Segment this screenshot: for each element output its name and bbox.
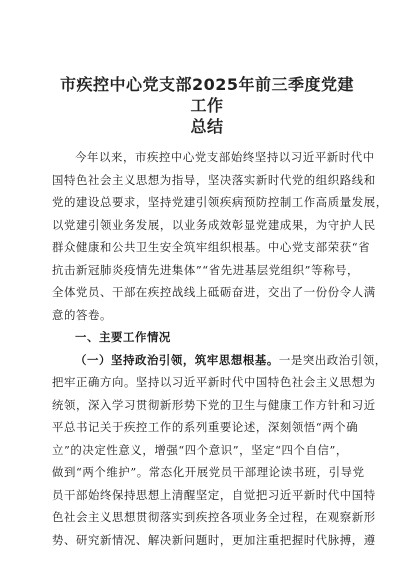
body-line: 员干部始终保持思想上清醒坚定，自觉把习近平新时代中国特	[52, 487, 376, 502]
intro-line: 以党建引领业务发展，以业务成效彰显党建成果，为守护人民	[52, 217, 376, 232]
body-line: 平总书记关于疾控工作的系列重要论述，深刻领悟“两个确	[52, 420, 359, 434]
document-title	[52, 74, 362, 137]
title-line-2: 总结	[190, 117, 224, 136]
title-line-1: 市疾控中心党支部2025年前三季度党建工作	[59, 75, 355, 115]
intro-line: 意的答卷。	[52, 307, 112, 322]
body-line: 色社会主义思想贯彻落实到疾控各项业务全过程，在观察新形	[52, 510, 376, 524]
sub-section-first-line	[52, 349, 387, 372]
body-line: 势、研究新情况、解决新问题时，更加注重把握时代脉搏，遵	[52, 532, 376, 547]
sub-section-first-text: 一是突出政治引领，	[278, 352, 387, 367]
intro-line: 今年以来，市疾控中心党支部始终坚持以习近平新时代中	[75, 150, 375, 164]
body-line: 做到“两个维护”。常态化开展党员干部理论读书班，引导党	[52, 465, 365, 479]
body-line: 把牢正确方向。坚持以习近平新时代中国特色社会主义思想为	[52, 375, 376, 389]
sub-section-heading: （一）坚持政治引领，筑牢思想根基。	[75, 352, 279, 367]
intro-line: 抗击新冠肺炎疫情先进集体”“省先进基层党组织”等称号，	[52, 262, 360, 277]
intro-line: 党的建设总要求，坚持党建引领疾病预防控制工作高质量发展，	[52, 195, 388, 209]
section-heading: 一、主要工作情况	[75, 330, 171, 344]
intro-line: 群众健康和公共卫生安全筑牢组织根基。中心党支部荣获“省	[52, 240, 371, 254]
body-line: 立”的决定性意义，增强“四个意识”，坚定“四个自信”，	[52, 442, 348, 457]
intro-paragraph	[52, 146, 388, 326]
intro-line: 国特色社会主义思想为指导，坚决落实新时代党的组织路线和	[52, 172, 376, 187]
intro-line: 全体党员、干部在疾控战线上砥砺奋进，交出了一份份令人满	[52, 285, 376, 299]
body-line: 统领，深入学习贯彻新形势下党的卫生与健康工作方针和习近	[52, 397, 376, 412]
sub-section-paragraph	[52, 349, 387, 552]
